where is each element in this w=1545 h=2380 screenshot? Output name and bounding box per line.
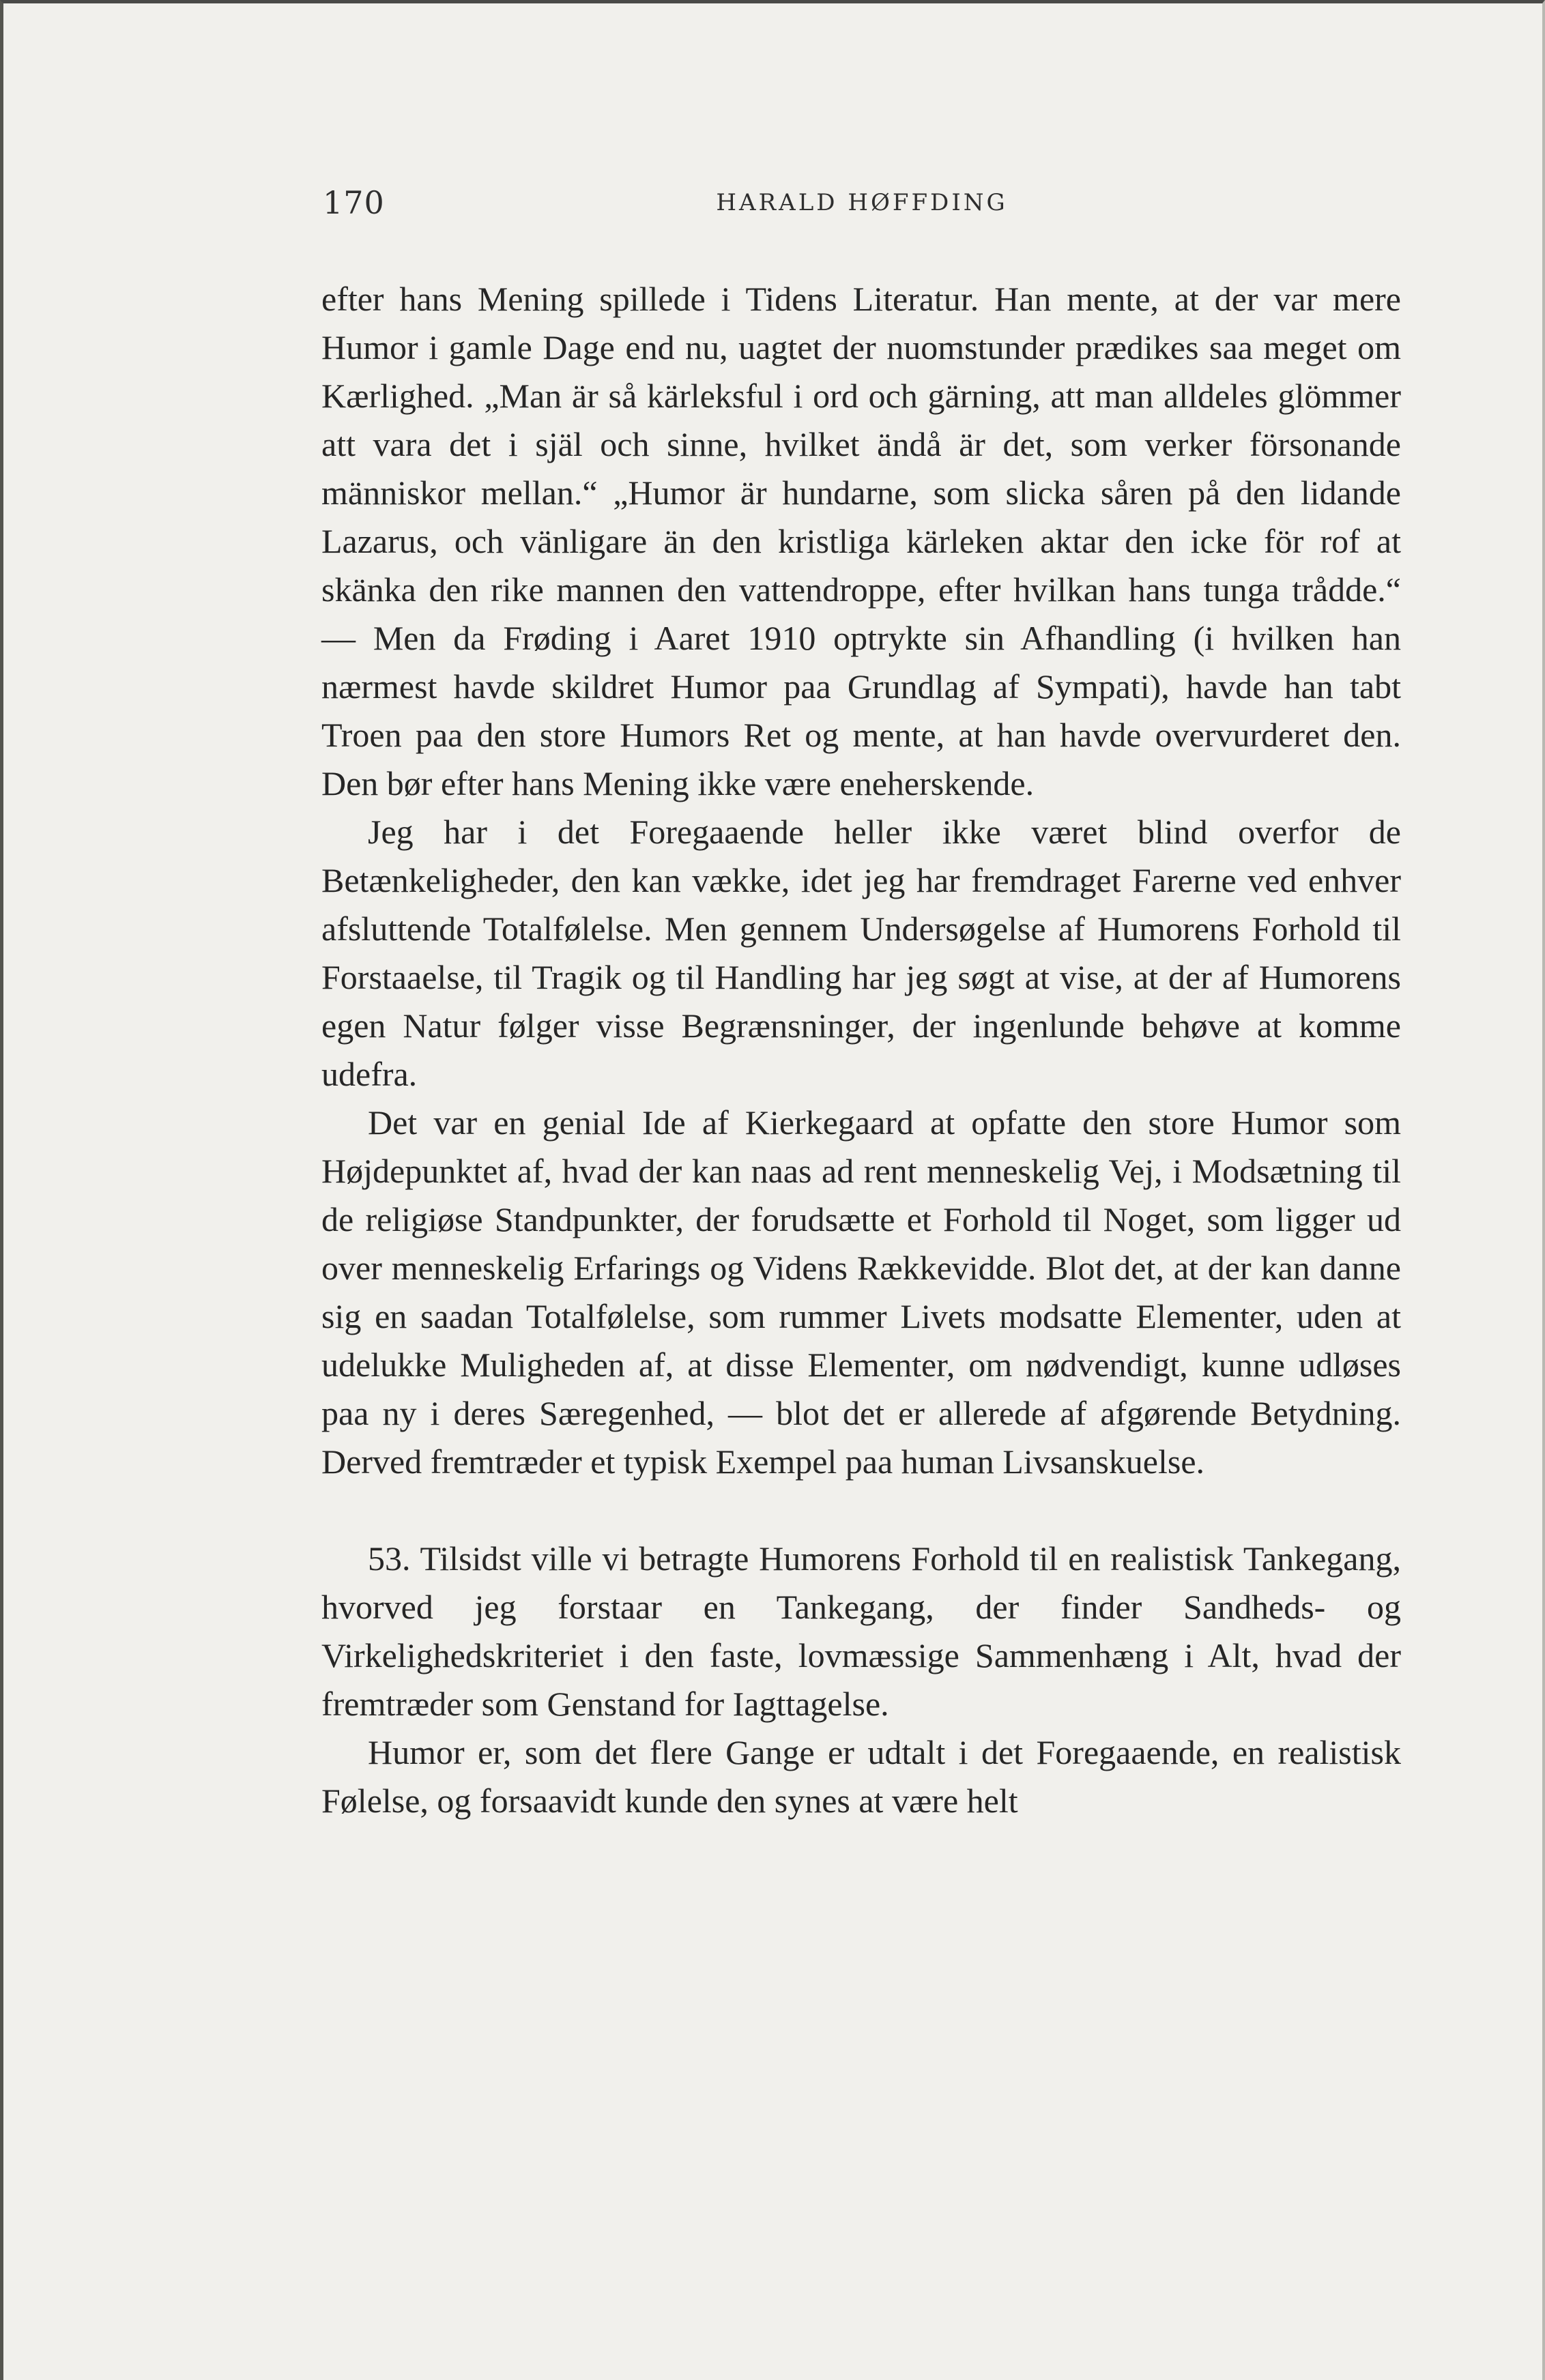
paragraph: Jeg har i det Foregaaende heller ikke været blind overfor de Betænkeligheder, den kan vække, idet jeg har fremdraget Farerne ved enhver afsluttende Totalfølelse. Men gennem Undersøgelse af Humorens Forhold til Forstaaelse, til Tragik og til Handling har jeg søgt at vise, at der af Humorens egen Natur følger visse Begrænsninger, der ingenlunde behøve at komme udefra. — [321, 813, 1401, 1093]
section-53-paragraph: 53. Tilsidst ville vi betragte Humorens Forhold til en realistisk Tankegang, hvorved jeg forstaar en Tankegang, der finder Sandheds- og Virkelighedskriteriet i den faste, lovmæssige Sammenhæng i Alt, hvad der fremtræder som Genstand for Iagttagelse. — [321, 1539, 1401, 1723]
paragraph-continued: efter hans Mening spillede i Tidens Literatur. Han mente, at der var mere Humor i gamle Dage end nu, uagtet der nuomstunder prædikes saa meget om Kærlighed. „Man är så kärleksful i ord och gärning, att man alldeles glömmer att vara det i själ och sinne, hvilket ändå är det, som verker försonande människor mellan.“ „Humor är hundarne, som slicka såren på den lidande Lazarus, och vänligare än den kristliga kärleken aktar den icke för rof at skänka den rike mannen den vattendroppe, efter hvilkan hans tunga trådde.“ — Men da Frøding i Aaret 1910 optrykte sin Afhandling (i hvilken han nærmest havde skildret Humor paa Grundlag af Sympati), havde han tabt Troen paa den store Humors Ret og mente, at han havde overvurderet den. Den bør efter hans Mening ikke være eneherskende. — [321, 280, 1401, 802]
paragraph: Humor er, som det flere Gange er udtalt i det Foregaaende, en realistisk Følelse, og forsaavidt kunde den synes at være helt — [321, 1733, 1401, 1820]
paragraph: Det var en genial Ide af Kierkegaard at opfatte den store Humor som Højdepunktet af, hvad der kan naas ad rent menneskelig Vej, i Modsætning til de religiøse Standpunkter, der forudsætte et Forhold til Noget, som ligger ud over menneskelig Erfarings og Videns Rækkevidde. Blot det, at der kan danne sig en saadan Totalfølelse, som rummer Livets modsatte Elementer, uden at udelukke Muligheden af, at disse Elementer, om nødvendigt, kunne udløses paa ny i deres Særegenhed, — blot det er allerede af afgørende Betydning. Derved fremtræder et typisk Exempel paa human Livsanskuelse. — [321, 1103, 1401, 1481]
running-head-author: HARALD HØFFDING — [716, 189, 1008, 216]
body-text — [321, 275, 1401, 1825]
page-number: 170 — [323, 184, 385, 221]
page-header — [323, 182, 1401, 223]
